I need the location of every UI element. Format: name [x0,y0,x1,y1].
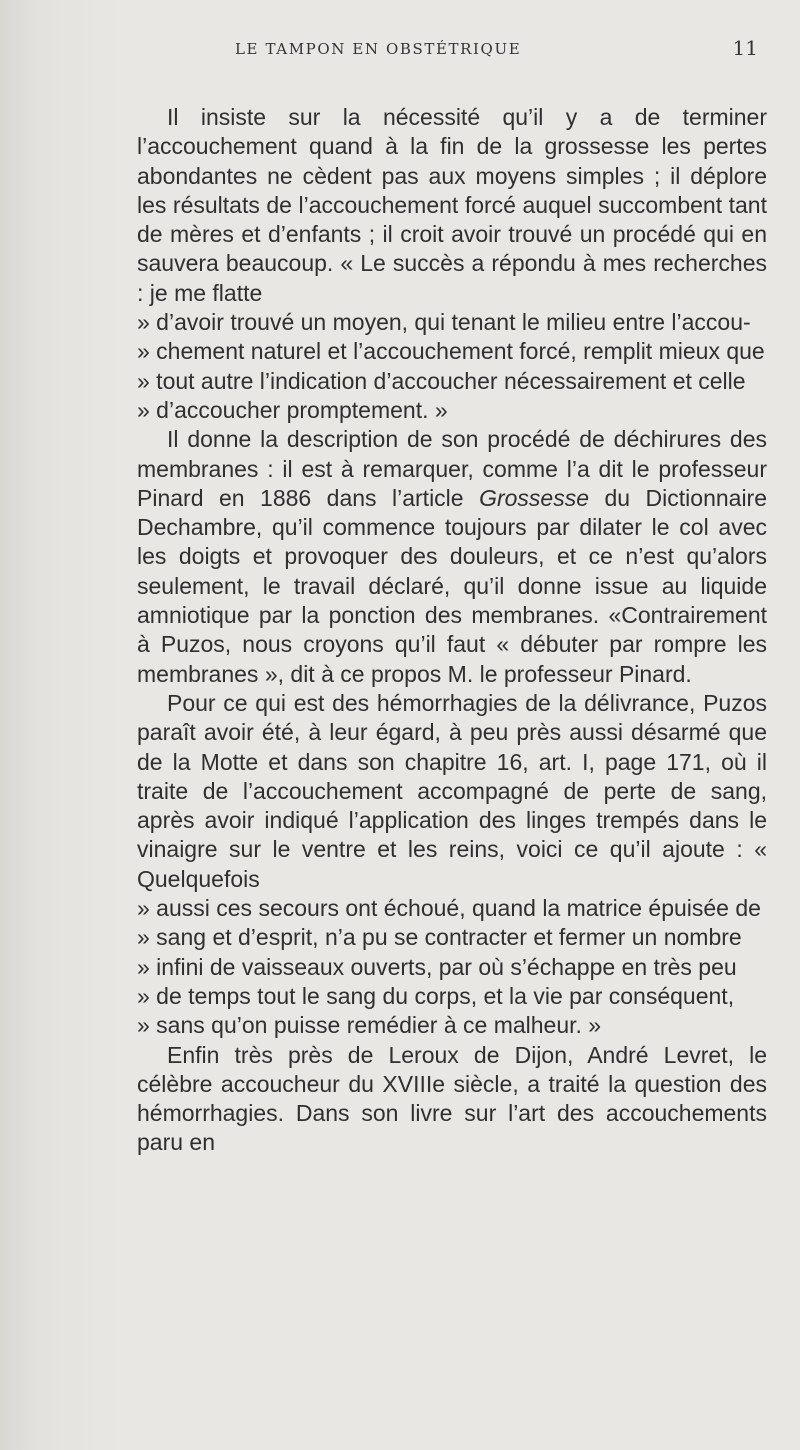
paragraph-3 [137,689,767,1041]
quote-line: » d’accoucher promptement. » [137,396,448,423]
paragraph-1 [137,103,767,425]
paragraph-2-text-after: du Dictionnaire Dechambre, qu’il commence toujours par dilater le col avec les doigts et provoquer des douleurs, et ce n’est qu’alors seulement, le travail déclaré, qu’il donne issue au liquide amniotique par la ponction des membranes. «Contrairement à Puzos, nous croyons qu’il faut « débuter par rompre les membranes », dit à ce propos M. le professeur Pinard. [137,484,767,687]
paragraph-3-text: Pour ce qui est des hémorrhagies de la délivrance, Puzos paraît avoir été, à leur égard, à peu près aussi désarmé que de la Motte et dans son chapitre 16, art. I, page 171, où il traite de l’accouchement accompagné de perte de sang, après avoir indiqué l’application des linges trempés dans le vinaigre sur le ventre et les reins, voici ce qu’il ajoute : « Quelquefois [137,689,767,892]
paragraph-4-text: Enfin très près de Leroux de Dijon, André Levret, le célèbre accoucheur du XVIIIe siècle, a traité la question des hémorrhagies. Dans son livre sur l’art des accouchements paru en [137,1041,767,1156]
page-number: 11 [732,36,758,60]
article-title: Grossesse [479,484,590,511]
paragraph-2 [137,425,767,689]
page-header [120,30,780,70]
body-text [137,103,767,1158]
quote-line: » sans qu’on puisse remédier à ce malheur. » [137,1012,602,1039]
quote-line: » tout autre l’indication d’accoucher nécessairement et celle [137,367,746,394]
paragraph-1-text: Il insiste sur la nécessité qu’il y a de terminer l’accouchement quand à la fin de la grossesse les pertes abondantes ne cèdent pas aux moyens simples ; il déplore les résultats de l’accouchement forcé auquel succombent tant de mères et d’enfants ; il croit avoir trouvé un procédé qui en sauvera beaucoup. « Le succès a répondu à mes recherches : je me flatte [137,104,767,306]
paragraph-2-text-before: Il donne la description de son procédé de déchirures des membranes : il est à remarquer, comme l’a dit le professeur Pinard en 1886 dans l’article [137,426,767,511]
quote-line: » chement naturel et l’accouchement forcé, remplit mieux que [137,338,765,365]
running-title: LE TAMPON EN OBSTÉTRIQUE [235,40,522,58]
quote-line: » aussi ces secours ont échoué, quand la matrice épuisée de [137,895,761,922]
quote-line: » de temps tout le sang du corps, et la vie par conséquent, [137,982,735,1009]
quote-line: » infini de vaisseaux ouverts, par où s’échappe en très peu [137,953,737,980]
quote-line: » d’avoir trouvé un moyen, qui tenant le milieu entre l’accou- [137,309,751,336]
quote-line: » sang et d’esprit, n’a pu se contracter et fermer un nombre [137,924,742,951]
paragraph-4 [137,1041,767,1158]
